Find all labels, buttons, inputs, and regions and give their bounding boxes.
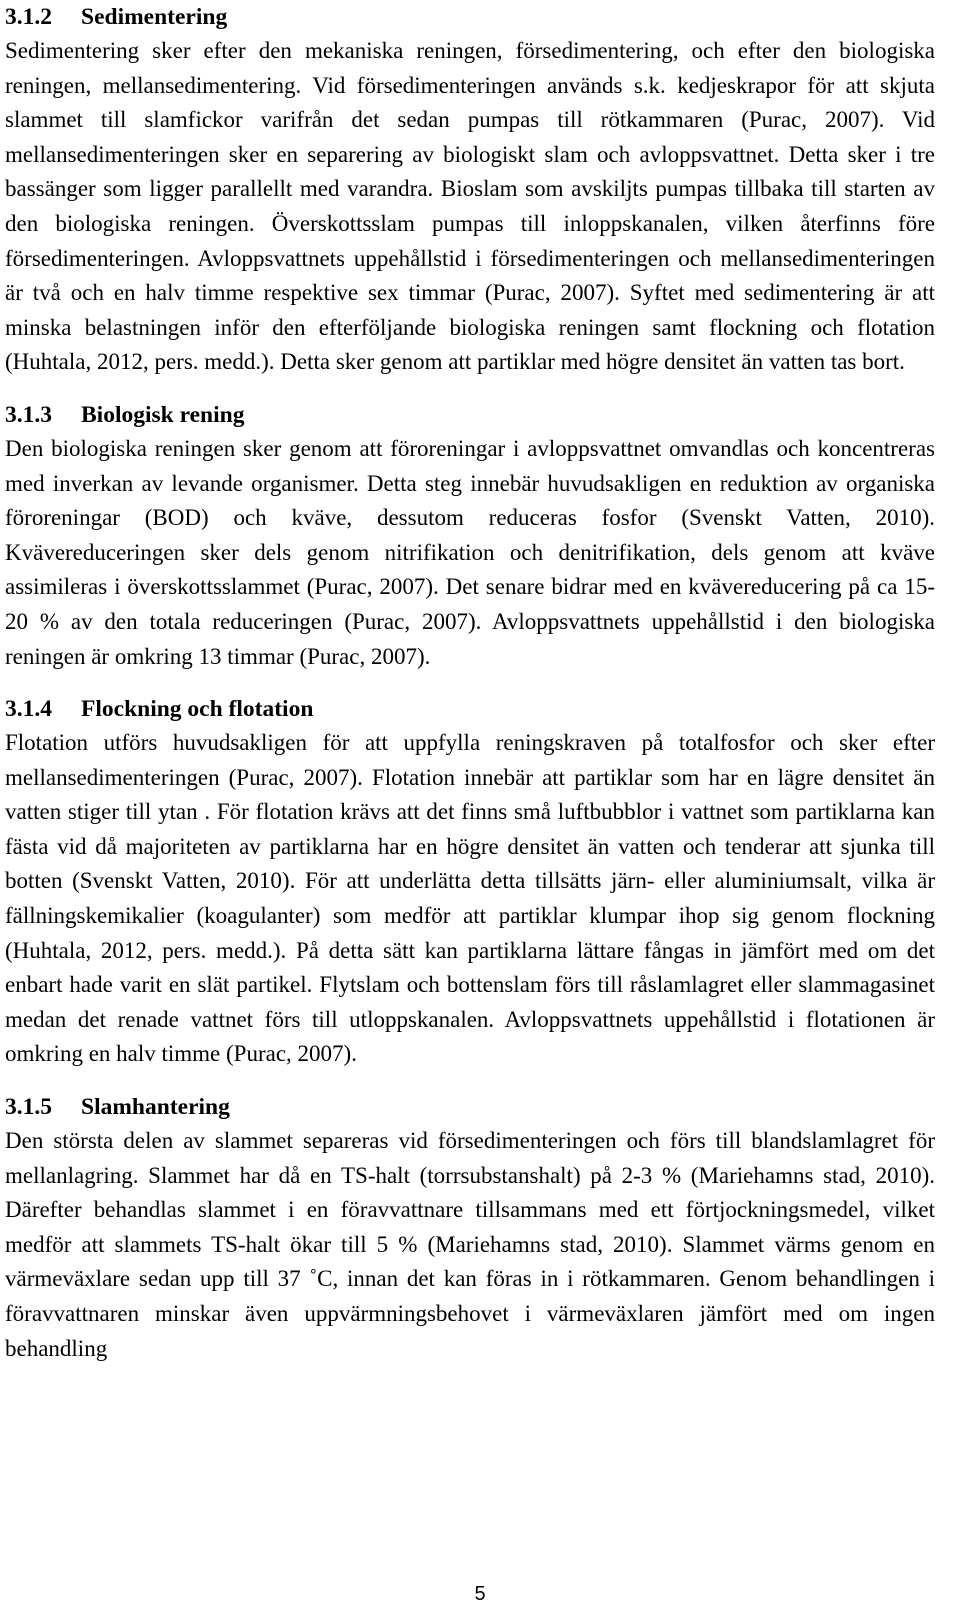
section-spacer xyxy=(5,380,935,398)
section-paragraph: Den största delen av slammet separeras vid försedimenteringen och förs till blandslamlagret för mellanlagring. Slammet har då en TS-halt (torrsubstanshalt) på 2-3 % (Mariehamns stad, 2010). Därefter behandlas slammet i en föravvattnare tillsammans med ett förtjockningsmedel, vilket medför att slammets TS-halt ökar till 5 % (Mariehamns stad, 2010). Slammet värms genom en värmeväxlare sedan upp till 37 ˚C, innan det kan föras in i rötkammaren. Genom behandlingen i föravvattnaren minskar även uppvärmningsbehovet i värmeväxlaren jämfört med om ingen behandling xyxy=(5,1128,935,1361)
section-paragraph: Sedimentering sker efter den mekaniska reningen, försedimentering, och efter den biologiska reningen, mellansedimentering. Vid försedimenteringen används s.k. kedjeskrapor för att skjuta slammet till slamfickor varifrån det sedan pumpas till rötkammaren (Purac, 2007). Vid mellansedimenteringen sker en separering av biologiskt slam och avloppsvattnet. Detta sker i tre bassänger som ligger parallellt med varandra. Bioslam som avskiljts pumpas tillbaka till starten av den biologiska reningen. Överskottsslam pumpas till inloppskanalen, vilken återfinns före försedimenteringen. Avloppsvattnets uppehållstid i försedimenteringen och mellansedimenteringen är två och en halv timme respektive sex timmar (Purac, 2007). Syftet med sedimentering är att minska belastningen inför den efterföljande biologiska reningen samt flockning och flotation (Huhtala, 2012, pers. medd.). Detta sker genom att partiklar med högre densitet än vatten tas bort. xyxy=(5,38,935,375)
section-spacer xyxy=(5,674,935,692)
section-number: 3.1.2 xyxy=(5,4,52,30)
section-paragraph: Flotation utförs huvudsakligen för att uppfylla reningskraven på totalfosfor och sker efter mellansedimenteringen (Purac, 2007). Flotation innebär att partiklar som har en lägre densitet än vatten stiger till ytan . För flotation krävs att det finns små luftbubblor i vattnet som partiklarna kan fästa vid då majoriteten av partiklarna har en högre densitet än vatten och tenderar att sjunka till botten (Svenskt Vatten, 2010). För att underlätta detta tillsätts järn- eller aluminiumsalt, vilka är fällningskemikalier (koagulanter) som medför att partiklar klumpar ihop sig genom flockning (Huhtala, 2012, pers. medd.). På detta sätt kan partiklarna lättare fångas in jämfört med om det enbart hade varit en slät partikel. Flytslam och bottenslam förs till råslamlagret eller slammagasinet medan det renade vattnet förs till utloppskanalen. Avloppsvattnets uppehållstid i flotationen är omkring en halv timme (Purac, 2007). xyxy=(5,730,935,1067)
section-title: Slamhantering xyxy=(81,1094,230,1121)
section-title: Biologisk rening xyxy=(81,401,245,428)
section-heading xyxy=(5,398,935,432)
document-page xyxy=(5,0,935,1366)
section-spacer xyxy=(5,1072,935,1090)
section-title: Flockning och flotation xyxy=(81,696,314,723)
section-number: 3.1.5 xyxy=(5,1094,52,1121)
section-heading xyxy=(5,1090,935,1124)
section-number: 3.1.3 xyxy=(5,401,52,428)
section-title: Sedimentering xyxy=(81,4,228,30)
page-number: 5 xyxy=(474,1583,486,1605)
section-paragraph: Den biologiska reningen sker genom att föroreningar i avloppsvattnet omvandlas och koncentreras med inverkan av levande organismer. Detta steg innebär huvudsakligen en reduktion av organiska föroreningar (BOD) och kväve, dessutom reduceras fosfor (Svenskt Vatten, 2010). Kvävereduceringen sker dels genom nitrifikation och denitrifikation, dels genom att kväve assimileras i överskottsslammet (Purac, 2007). Det senare bidrar med en kvävereducering på ca 15-20 % av den totala reduceringen (Purac, 2007). Avloppsvattnets uppehållstid i den biologiska reningen är omkring 13 timmar (Purac, 2007). xyxy=(5,435,935,669)
section-biologisk-rening xyxy=(5,398,935,674)
section-flockning-och-flotation xyxy=(5,692,935,1072)
section-sedimentering xyxy=(5,0,935,380)
section-heading xyxy=(5,692,935,726)
section-number: 3.1.4 xyxy=(5,696,52,723)
section-slamhantering xyxy=(5,1090,935,1366)
section-heading xyxy=(5,0,935,34)
